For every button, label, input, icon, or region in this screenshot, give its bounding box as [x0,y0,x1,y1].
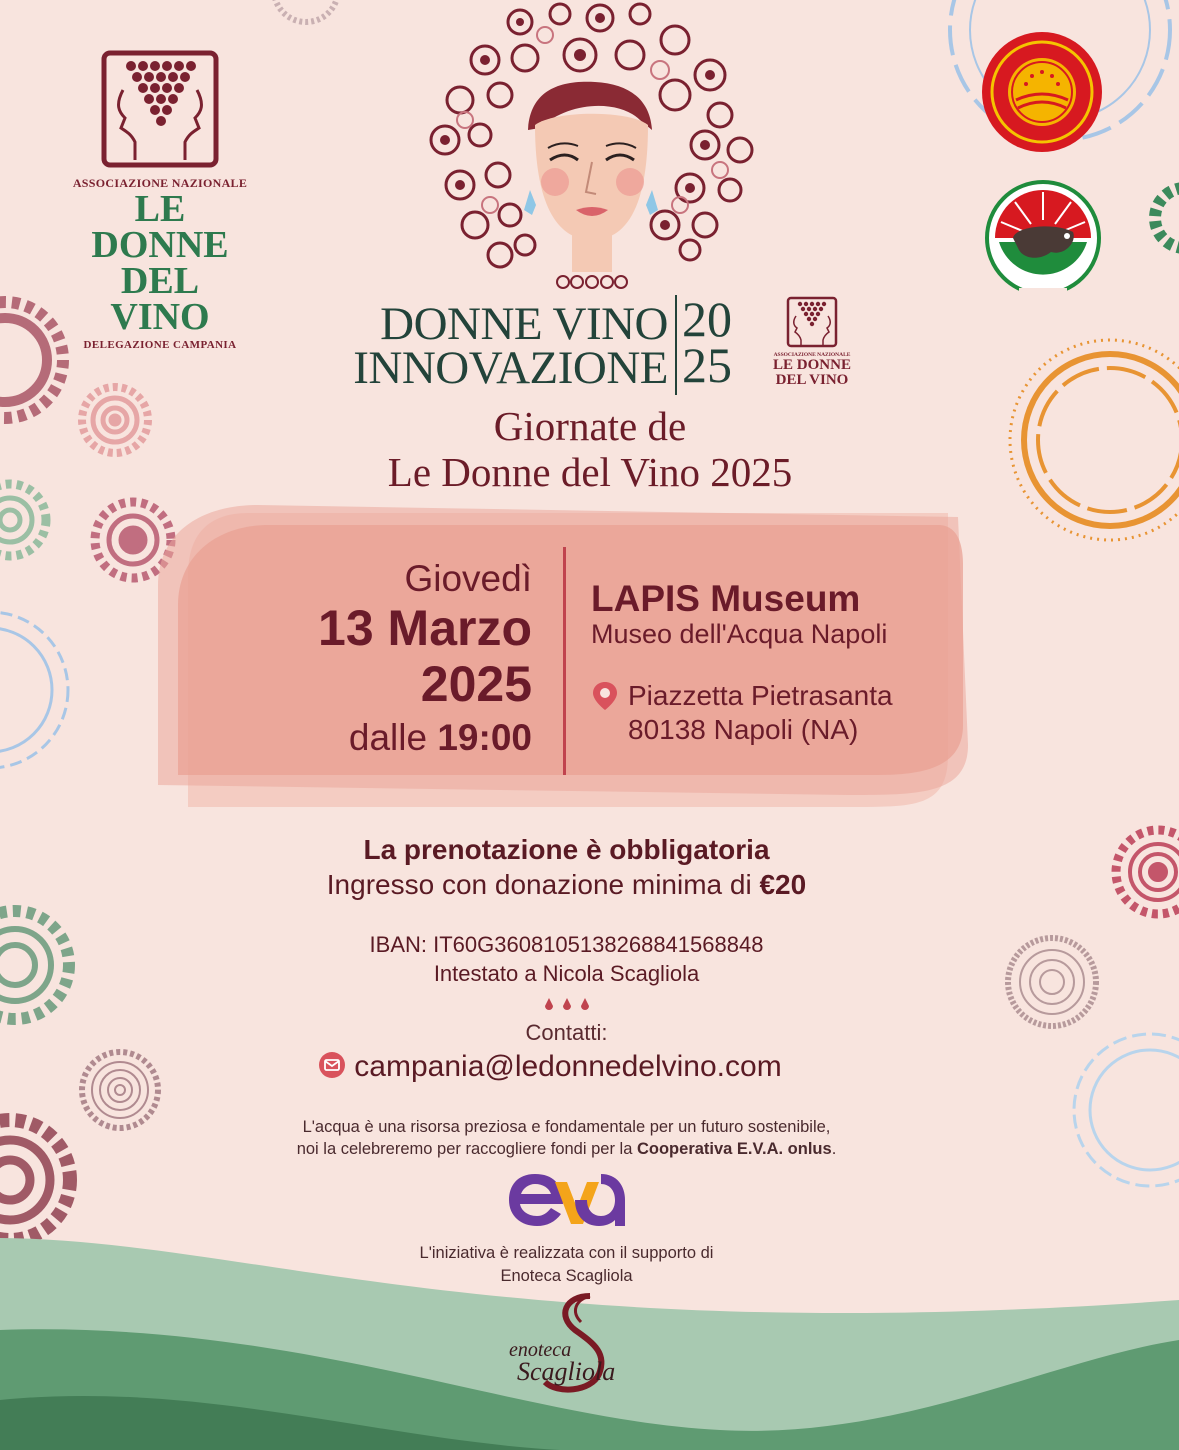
title-text [300,298,668,394]
title-line2: INNOVAZIONE [353,342,668,394]
gear-icon [82,387,148,453]
event-time-prefix: dalle [348,717,428,758]
water-message [0,1116,1133,1160]
circle-ring-decoration [1010,340,1179,540]
grape-faces-icon [101,50,219,168]
enoteca-line1: enoteca [509,1339,572,1361]
venue-address [628,679,893,747]
cooperative-name: Cooperativa E.V.A. onlus [636,1140,832,1158]
water-line1: L'acqua è una risorsa preziosa e fondamentale per un futuro sostenibile, [302,1118,831,1136]
small-logo-line1: ASSOCIAZIONE NAZIONALE [773,352,851,358]
mozzarella-badge-icon [985,180,1101,306]
email-row[interactable] [0,1050,1100,1084]
support-line1: L'iniziativa è realizzata con il supporto di [419,1244,714,1262]
woman-gears-illustration [420,0,765,300]
location-pin-icon [592,681,618,711]
address-line2: 80138 Napoli (NA) [628,714,859,745]
title-year-bottom: 25 [682,337,732,393]
eva-logo [505,1168,629,1232]
iban-text: IBAN: IT60G3608105138268841568848 [369,932,764,957]
title-divider [675,295,677,395]
venue-subtitle: Museo dell'Acqua Napoli [591,619,888,649]
title-line1: DONNE VINO [380,298,668,350]
small-logo-line3: DEL VINO [775,372,849,388]
address-line1: Piazzetta Pietrasanta [628,680,893,711]
title-year [682,291,762,393]
support-message [0,1242,1133,1288]
contacts-label: Contatti: [525,1020,608,1045]
event-time-row [240,714,532,762]
enoteca-line2: Scagliola [517,1357,616,1386]
enoteca-scagliola-logo [495,1290,645,1400]
account-holder: Intestato a Nicola Scagliola [433,961,700,986]
association-line2: LE DONNE [91,188,229,266]
association-logo [70,50,250,351]
subtitle-line1: Giornate de [493,403,687,449]
event-time: 19:00 [437,717,532,758]
booking-donation-text: Ingresso con donazione minima di [326,869,752,900]
event-year: 2025 [420,656,532,712]
venue-name: LAPIS Museum [591,578,861,619]
support-line2: Enoteca Scagliola [500,1267,633,1285]
gear-icon [274,0,338,22]
event-date [240,558,532,762]
water-line2-suffix: . [831,1140,837,1158]
small-association-logo [770,296,854,388]
contact-email-link[interactable]: campania@ledonnedelvino.com [354,1050,782,1083]
small-logo-line2: LE DONNE [773,357,851,373]
gear-icon [0,484,46,556]
gear-icon [1155,188,1179,248]
mail-icon [318,1051,346,1079]
circle-ring-decoration [0,612,68,768]
dop-badge-icon [980,30,1104,154]
event-divider [563,547,566,775]
event-day-month: 13 Marzo [318,600,532,656]
booking-title: La prenotazione è obbligatoria [363,834,770,865]
subtitle-line2: Le Donne del Vino 2025 [387,449,793,495]
association-line4: DELEGAZIONE CAMPANIA [83,339,237,351]
subtitle [240,403,940,495]
booking-amount: €20 [759,869,807,900]
water-line2-text: noi la celebreremo per raccogliere fondi per la [296,1140,633,1158]
gear-icon [0,302,63,418]
grape-faces-icon [786,296,838,348]
event-weekday: Giovedì [404,558,532,599]
water-line2 [0,1138,1133,1160]
association-line3: DEL VINO [110,260,210,338]
drops-divider-icon [540,996,594,1010]
booking-donation [0,869,1133,901]
title-year-top: 20 [682,291,732,347]
association-line1: ASSOCIAZIONE NAZIONALE [72,176,248,190]
